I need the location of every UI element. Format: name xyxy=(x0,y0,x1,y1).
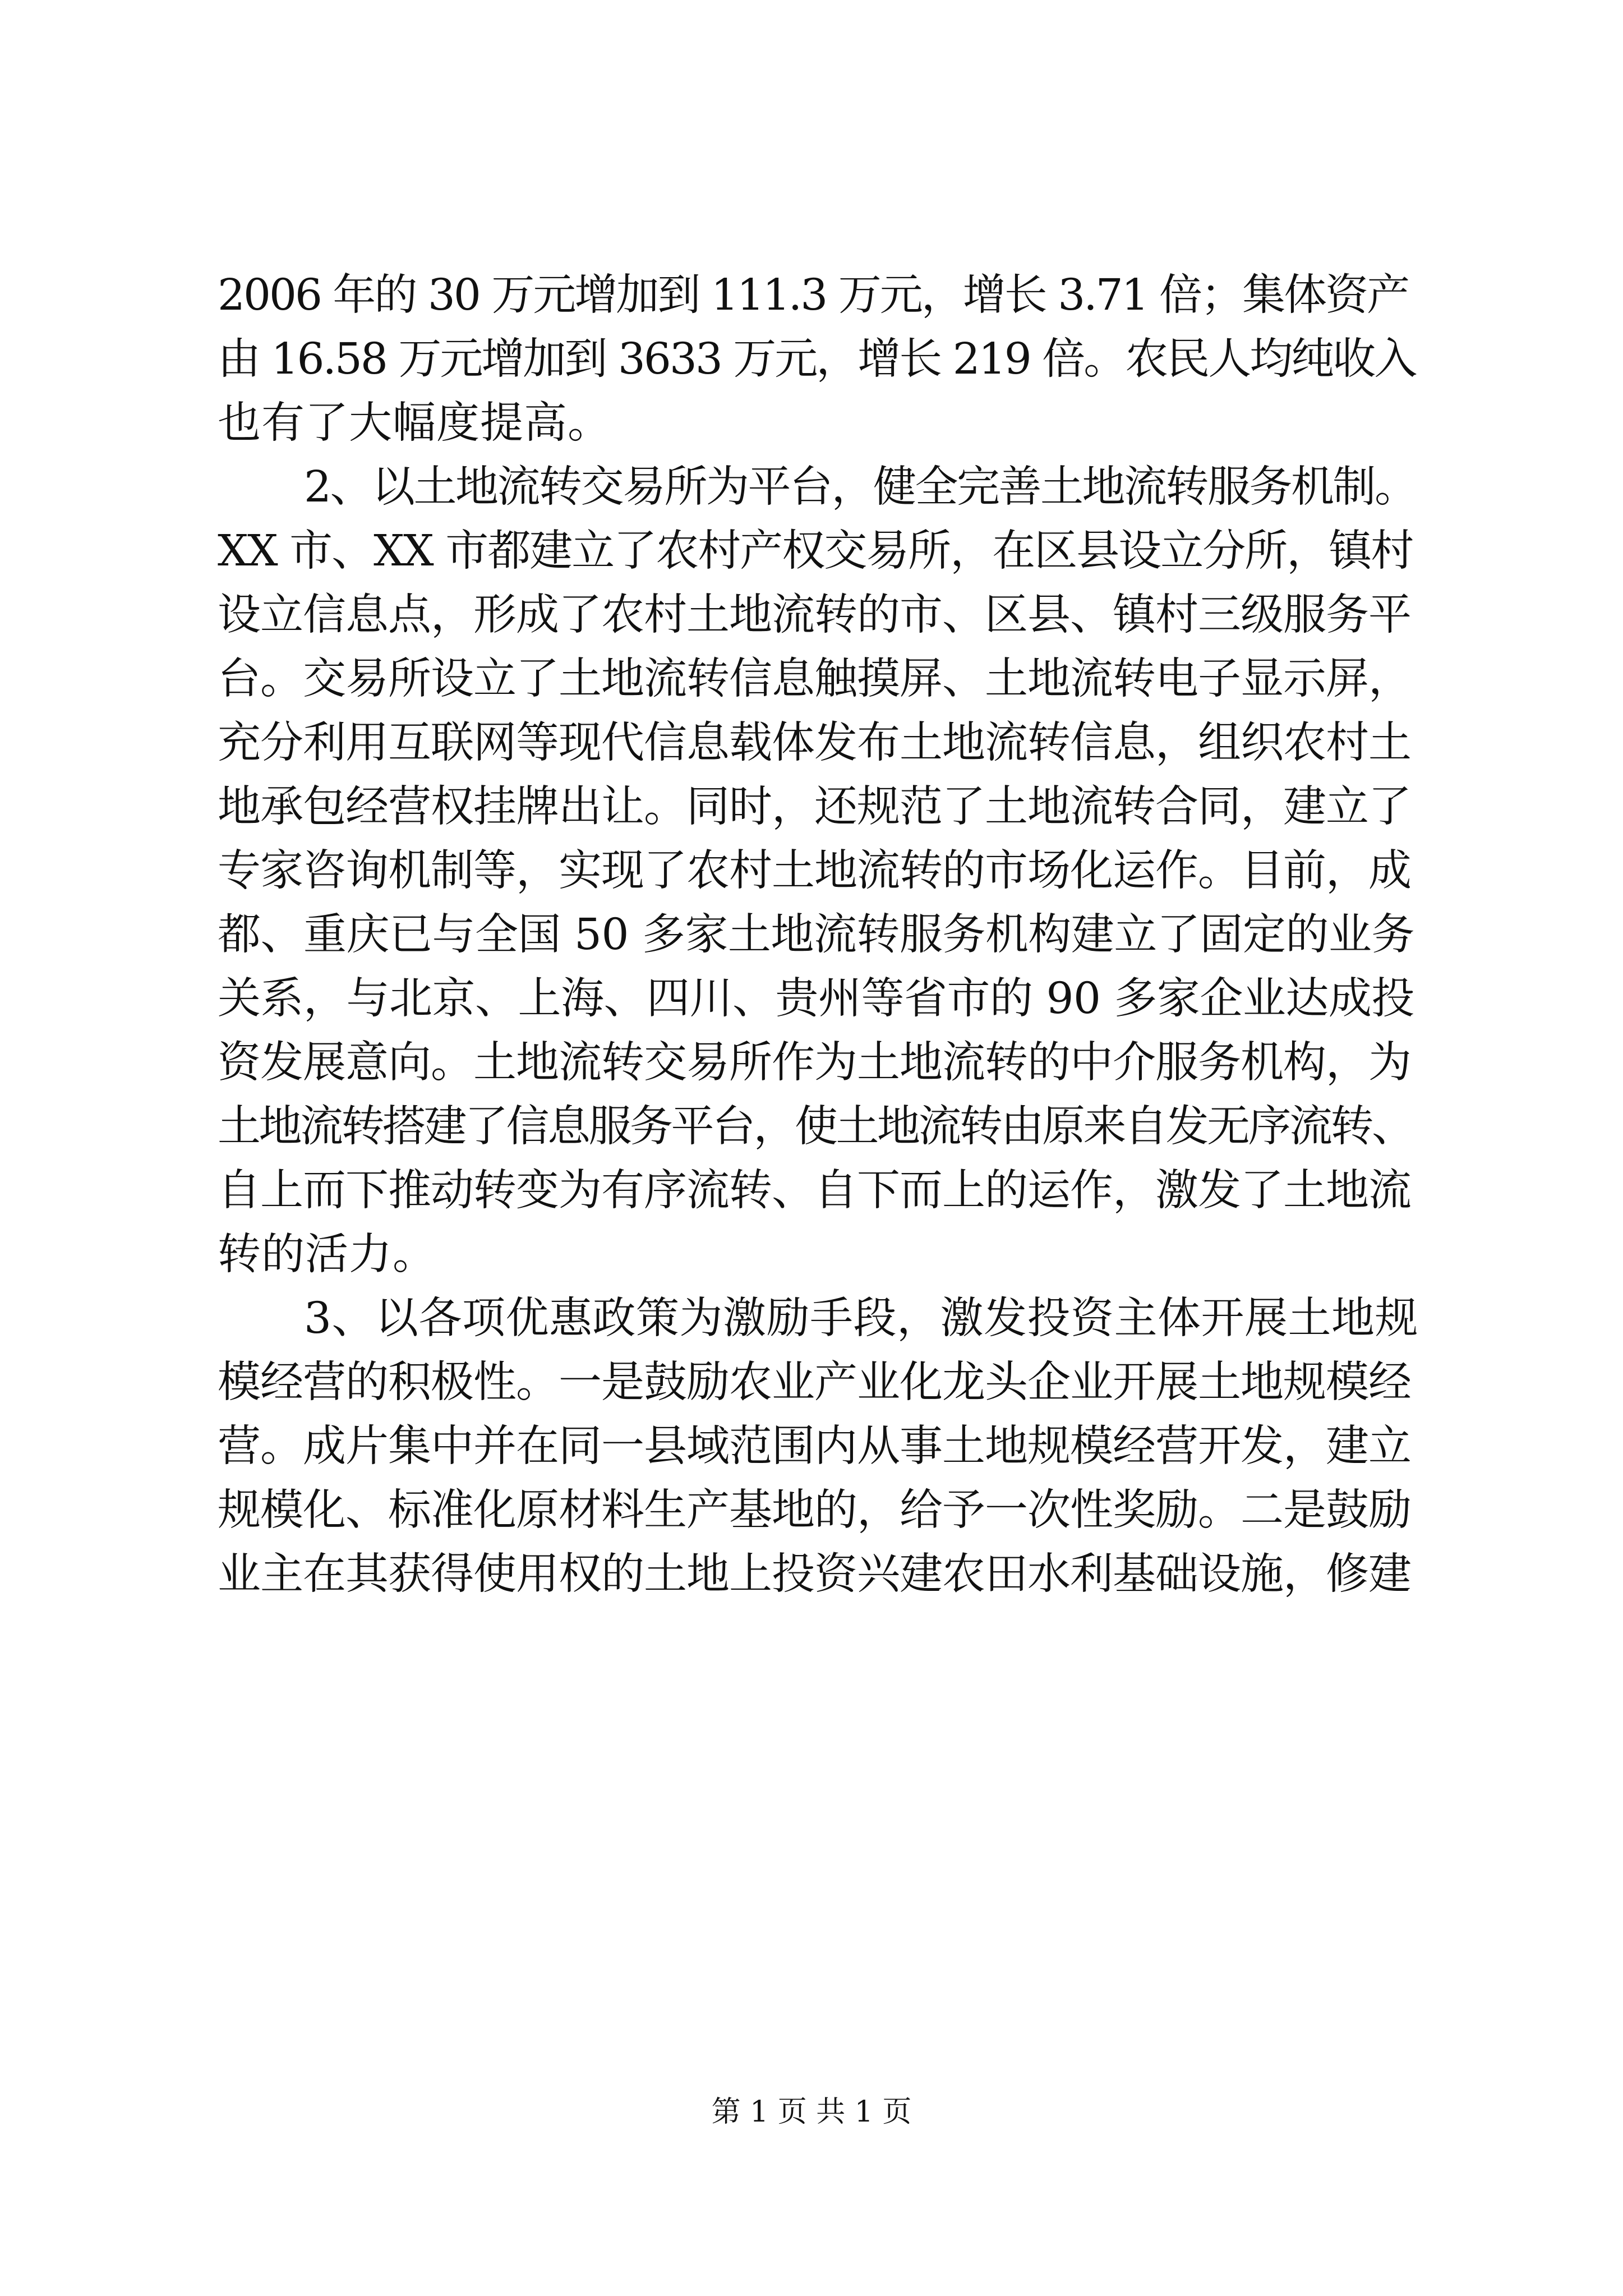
text-line: 转的活力。 xyxy=(218,1230,436,1280)
text-line: 台。交易所设立了土地流转信息触摸屏、土地流转电子显示屏， xyxy=(218,654,1411,704)
text-line: 3、以各项优惠政策为激励手段，激发投资主体开展土地规 xyxy=(304,1294,1418,1343)
text-line: 规模化、标准化原材料生产基地的，给予一次性奖励。二是鼓励 xyxy=(218,1485,1411,1535)
text-line: 充分利用互联网等现代信息载体发布土地流转信息，组织农村土 xyxy=(218,718,1411,768)
text-line: 都、重庆已与全国 50 多家土地流转服务机构建立了固定的业务 xyxy=(218,910,1414,960)
text-line: 设立信息点，形成了农村土地流转的市、区县、镇村三级服务平 xyxy=(218,590,1411,640)
paragraph-3 xyxy=(218,1287,1418,1607)
paragraph-2 xyxy=(218,455,1418,1287)
text-line: 由 16.58 万元增加到 3633 万元，增长 219 倍。农民人均纯收入 xyxy=(218,334,1416,384)
text-line: 专家咨询机制等，实现了农村土地流转的市场化运作。目前，成 xyxy=(218,846,1411,896)
text-line: 模经营的积极性。一是鼓励农业产业化龙头企业开展土地规模经 xyxy=(218,1358,1411,1407)
paragraph-1 xyxy=(218,264,1418,455)
page-number: 第 1 页 共 1 页 xyxy=(711,2095,912,2129)
page-footer xyxy=(0,2092,1623,2132)
text-line: 自上而下推动转变为有序流转、自下而上的运作，激发了土地流 xyxy=(218,1166,1411,1216)
text-line: 也有了大幅度提高。 xyxy=(218,398,611,448)
text-line: XX 市、XX 市都建立了农村产权交易所，在区县设立分所，镇村 xyxy=(218,526,1413,576)
text-line: 资发展意向。土地流转交易所作为土地流转的中介服务机构，为 xyxy=(218,1038,1411,1088)
text-line: 营。成片集中并在同一县域范围内从事土地规模经营开发，建立 xyxy=(218,1421,1411,1471)
text-line: 关系，与北京、上海、四川、贵州等省市的 90 多家企业达成投 xyxy=(218,974,1414,1024)
text-line: 2、以土地流转交易所为平台，健全完善土地流转服务机制。 xyxy=(304,462,1417,512)
text-line: 土地流转搭建了信息服务平台，使土地流转由原来自发无序流转、 xyxy=(218,1102,1413,1152)
text-line: 地承包经营权挂牌出让。同时，还规范了土地流转合同，建立了 xyxy=(218,782,1411,832)
document-body xyxy=(218,264,1418,1607)
text-line: 业主在其获得使用权的土地上投资兴建农田水利基础设施，修建 xyxy=(218,1549,1411,1599)
text-line: 2006 年的 30 万元增加到 111.3 万元，增长 3.71 倍；集体资产 xyxy=(218,270,1409,320)
